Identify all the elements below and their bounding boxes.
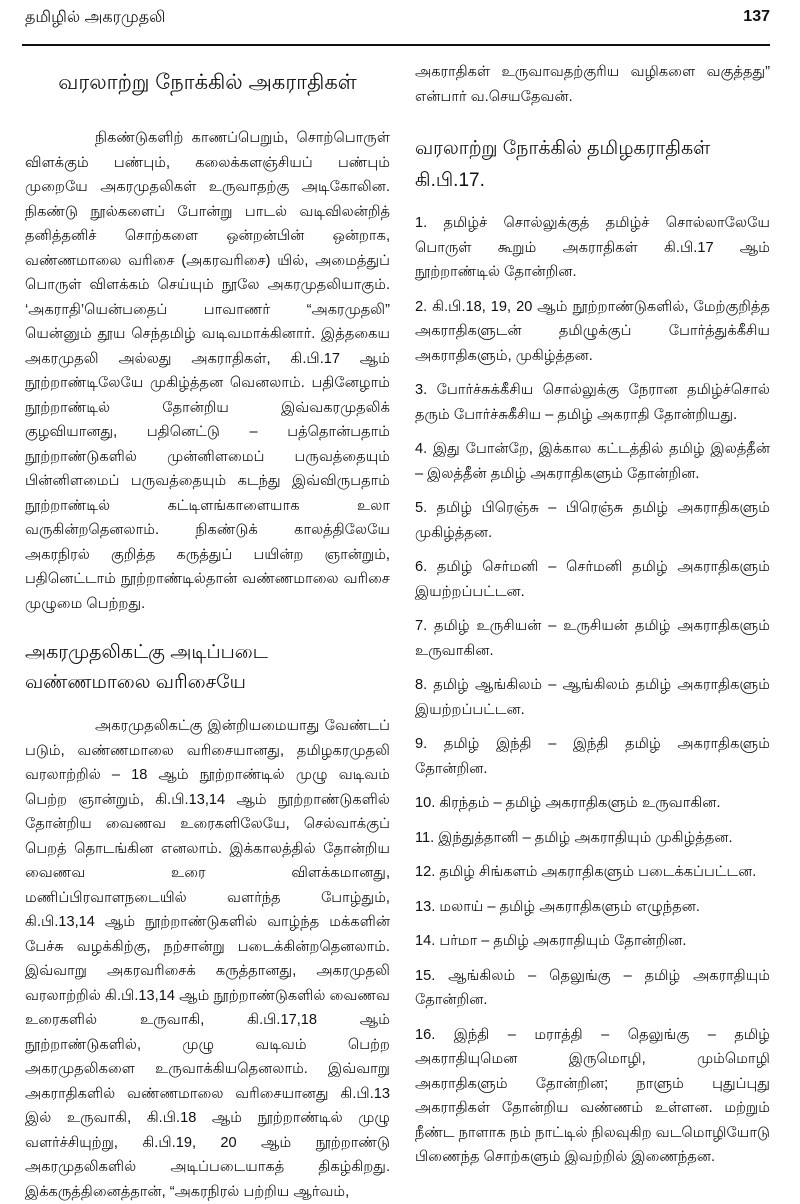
right-column bbox=[415, 60, 770, 1180]
subsection-heading bbox=[25, 638, 390, 698]
list-item: 8. தமிழ் ஆங்கிலம் – ஆங்கிலம் தமிழ் அகராதிகளும் இயற்றப்பட்டன. bbox=[415, 677, 770, 718]
list-item: 7. தமிழ் உருசியன் – உருசியன் தமிழ் அகராதிகளும் உருவாகின. bbox=[415, 618, 770, 659]
subsection-heading-line2: வண்ணமாலை வரிசையே bbox=[25, 672, 246, 693]
header-rule bbox=[22, 44, 770, 46]
list-item: 9. தமிழ் இந்தி – இந்தி தமிழ் அகராதிகளும் தோன்றின. bbox=[415, 736, 770, 777]
dictionary-list bbox=[415, 211, 770, 1170]
body-paragraph: நிகண்டுகளிற் காணப்பெறும், சொற்பொருள் விளக்கும் பண்பும், கலைக்களஞ்சியப் பண்பும் முறையே அகரமுதலிகள் உருவாதற்கு அடிகோலின. நிகண்டு நூல்களைப் போன்று பாடல் வடிவிலன்றித் தனித்தனிச் சொற்களை ஒன்றன்பின் ஒன்றாக, வண்ணமாலை வரிசை (அகரவரிசை) யில், அமைத்துப் பொருள் விளக்கம் செய்யும் நூலே அகரமுதலியாகும். ‘அகராதி’யென்பதைப் பாவாணர் “அகரமுதலி” யென்னும் தூய செந்தமிழ் வடிவமாக்கினார். இத்தகைய அகரமுதலி அல்லது அகராதிகள், கி.பி.17 ஆம் நூற்றாண்டிலேயே முகிழ்த்தன வெனலாம். பதினேழாம் நூற்றாண்டில் தோன்றிய இவ்வகரமுதலிக் குழவியானது, பதினெட்டு – பத்தொன்பதாம் நூற்றாண்டுகளில் முன்னிளமைப் பருவத்தையும் பின்னிளமைப் பருவத்தையும் கடந்து இவ்விருபதாம் நூற்றாண்டில் கட்டிளங்காளையாக உலா வருகின்றதெனலாம். நிகண்டுக் காலத்திலேயே அகரநிரல் குறித்த கருத்துப் பயின்ற ஞான்றும், பதினெட்டாம் நூற்றாண்டில்தான் வண்ணமாலை வரிசை முழுமை பெற்றது. bbox=[25, 130, 390, 612]
list-item: 12. தமிழ் சிங்களம் அகராதிகளும் படைக்கப்பட்டன. bbox=[415, 864, 757, 880]
left-column bbox=[25, 60, 390, 1204]
list-item: 5. தமிழ் பிரெஞ்சு – பிரெஞ்சு தமிழ் அகராதிகளும் முகிழ்த்தன. bbox=[415, 500, 770, 541]
list-item: 6. தமிழ் செர்மனி – செர்மனி தமிழ் அகராதிகளும் இயற்றப்பட்டன. bbox=[415, 559, 770, 600]
list-item: 4. இது போன்றே, இக்கால கட்டத்தில் தமிழ் இலத்தீன் – இலத்தீன் தமிழ் அகராதிகளும் தோன்றின. bbox=[415, 441, 770, 482]
list-item: 16. இந்தி – மராத்தி – தெலுங்கு – தமிழ் அகராதியுமென இருமொழி, மும்மொழி அகராதிகளும் தோன்றின; நாளும் புதுப்புது அகராதிகள் தோன்றிய வண்ணம் உள்ளன. மற்றும் நீண்ட நாளாக நம் நாட்டில் நிலவுகிற வடமொழியோடு பிணைந்த சொற்களும் இவற்றில் இணைந்தன. bbox=[415, 1026, 770, 1165]
list-item: 14. பர்மா – தமிழ் அகராதியும் தோன்றின. bbox=[415, 933, 687, 949]
list-item: 11. இந்துத்தானி – தமிழ் அகராதியும் முகிழ்த்தன. bbox=[415, 829, 733, 846]
list-item: 1. தமிழ்ச் சொல்லுக்குத் தமிழ்ச் சொல்லாலேயே பொருள் கூறும் அகராதிகள் கி.பி.17 ஆம் நூற்றாண்டில் தோன்றின. bbox=[415, 215, 770, 280]
list-item: 13. மலாய் – தமிழ் அகராதிகளும் எழுந்தன. bbox=[415, 898, 700, 915]
page-number: 137 bbox=[743, 8, 770, 25]
list-item: 3. போர்ச்சுக்கீசிய சொல்லுக்கு நேரான தமிழ்ச்சொல் தரும் போர்ச்சுகீசிய – தமிழ் அகராதி தோன்றியது. bbox=[415, 382, 770, 423]
subsection-heading-line1: அகரமுதலிகட்கு அடிப்படை bbox=[25, 642, 268, 663]
list-item: 15. ஆங்கிலம் – தெலுங்கு – தமிழ் அகராதியும் தோன்றின. bbox=[415, 967, 770, 1008]
list-item: 10. கிரந்தம் – தமிழ் அகராதிகளும் உருவாகின. bbox=[415, 795, 721, 811]
list-item: 2. கி.பி.18, 19, 20 ஆம் நூற்றாண்டுகளில், மேற்குறித்த அகராதிகளுடன் தமிழுக்குப் போர்த்துக்கீசிய அகராதிகளும், முகிழ்த்தன. bbox=[415, 298, 770, 364]
continued-paragraph: அகராதிகள் உருவாவதற்குரிய வழிகளை வகுத்தது” என்பார் வ.செயதேவன். bbox=[415, 64, 770, 105]
running-head: தமிழில் அகரமுதலி bbox=[25, 9, 166, 26]
section-heading: வரலாற்று நோக்கில் அகராதிகள் bbox=[58, 71, 357, 94]
section-heading: வரலாற்று நோக்கில் தமிழகராதிகள் கி.பி.17. bbox=[415, 138, 711, 191]
body-paragraph: அகரமுதலிகட்கு இன்றியமையாது வேண்டப் படும், வண்ணமாலை வரிசையானது, தமிழகரமுதலி வரலாற்றில் – 18 ஆம் நூற்றாண்டில் முழு வடிவம் பெற்ற ஞான்றும், கி.பி.13,14 ஆம் நூற்றாண்டுகளில் தோன்றிய வைணவ உரைகளிலேயே, செல்வாக்குப் பெறத் தொடங்கின எனலாம். இக்காலத்தில் தோன்றிய வைணவ உரை விளக்கமானது, மணிப்பிரவாளநடையில் வளர்ந்த போழ்தும், கி.பி.13,14 ஆம் நூற்றாண்டுகளில் வாழ்ந்த மக்களின் பேச்சு வழக்கிற்கு, நற்சான்று படைக்கின்றதெனலாம். இவ்வாறு அகரவரிசைக் கருத்தானது, அகரமுதலி வரலாற்றில் கி.பி.13,14 ஆம் நூற்றாண்டுகளில் வைணவ உரைகளில் உருவாகி, கி.பி.17,18 ஆம் நூற்றாண்டுகளில், முழு வடிவம் பெற்ற அகரமுதலிகளை உருவாக்கியதெனலாம். இவ்வாறு அகராதிகளில் வண்ணமாலை வரிசையானது கி.பி.13 இல் உருவாகி, கி.பி.18 ஆம் நூற்றாண்டில் முழு வளர்ச்சியுற்று, கி.பி.19, 20 ஆம் நூற்றாண்டு அகரமுதலிகளில் அடிப்படையாகத் திகழ்கிறது. இக்கருத்தினைத்தான், “அகரநிரல் பற்றிய ஆர்வம், bbox=[25, 718, 390, 1200]
